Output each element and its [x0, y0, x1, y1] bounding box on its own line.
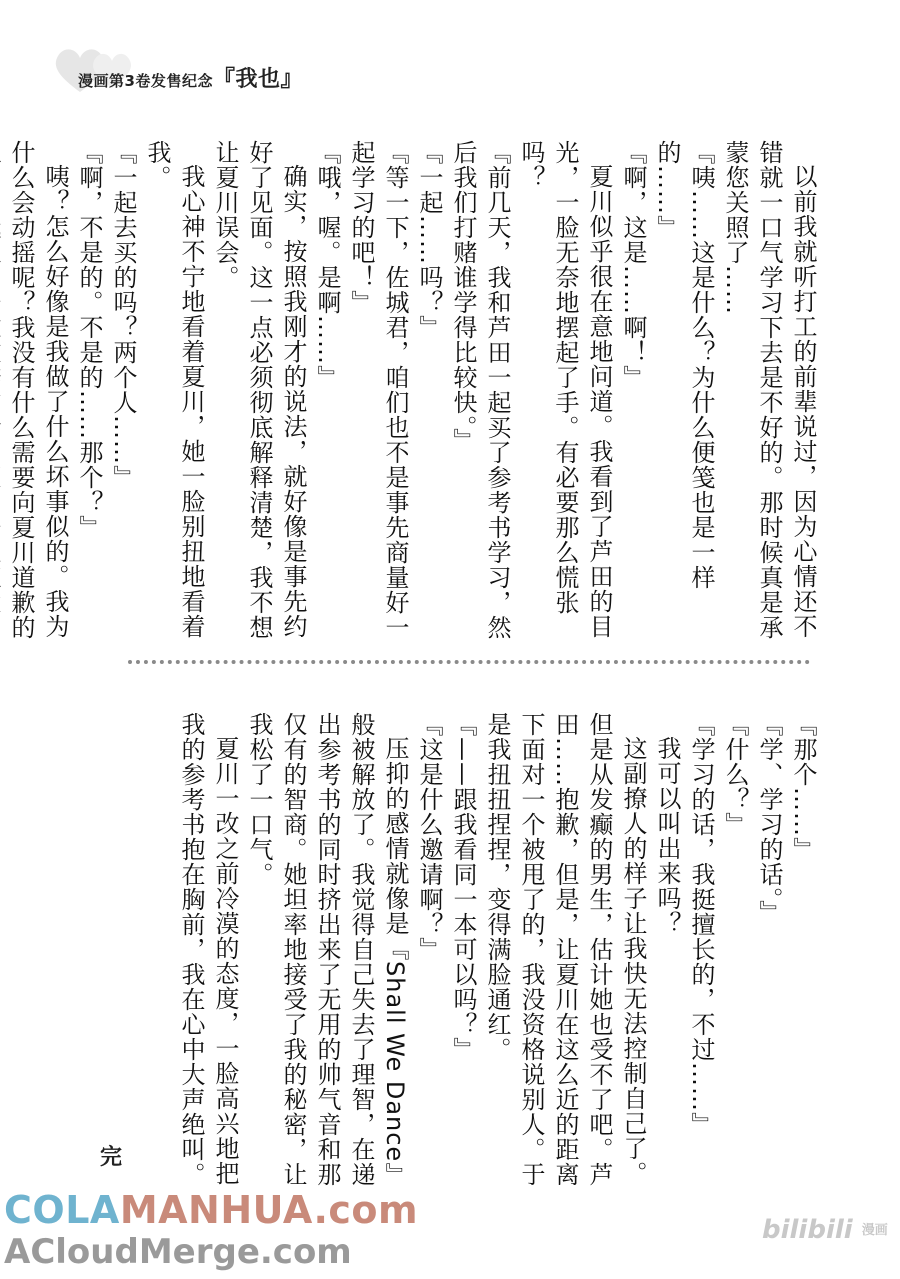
bottom-text-block: [174, 712, 820, 1202]
paragraph: 『一起去买的吗？两个人……』: [109, 140, 137, 490]
watermark-manhua: MANHUA.com: [119, 1188, 419, 1232]
paragraph: 『前几天，我和芦田一起买了参考书学习，然后我们打赌谁学得比较快。』: [449, 140, 511, 640]
paragraph: 这副撩人的样子让我快无法控制自己了。但是从发癫的男生，估计她也受不了吧。芦田……抱歉，但是，让夏川在这么近的距离下面对一个被甩了的，我没资格说别人。于是我扭扭捏捏，变得满脸通红。: [483, 712, 647, 1187]
watermark-colamanhua: [4, 1188, 418, 1232]
paragraph: 『啊，不是的。不是的……那个？』: [75, 140, 103, 540]
watermark-cola: COLA: [4, 1188, 120, 1232]
paragraph: 『什么？』: [721, 712, 749, 837]
bilibili-wordmark: bilibili: [762, 1215, 853, 1245]
paragraph: 『学、学习的话。』: [755, 712, 783, 925]
paragraph: 确实，按照我刚才的说法，就好像是事先约好了见面。这一点必须彻底解释清楚，我不想让夏川误会。: [211, 140, 307, 640]
paragraph: 『咦……这是什么？为什么便笺也是一样的……』: [653, 140, 715, 590]
paragraph: 压抑的感情就像是『Shall We Dance』般被解放了。我觉得自己失去了理智，在递出参考书的同时挤出来了无用的帅气音和那仅有的智商。她坦率地接受了我的秘密，让我松了一口气。: [245, 712, 409, 1188]
page-header: [50, 40, 450, 100]
section-divider: [128, 660, 810, 664]
bilibili-manga-label: 漫画: [861, 1222, 888, 1238]
header-title-prefix: 漫画第3卷发售纪念: [78, 72, 213, 90]
paragraph: 咦？怎么好像是我做了什么坏事似的。我为什么会动摇呢？我没有什么需要向夏川道歉的: [7, 140, 69, 640]
paragraph: 我可以叫出来吗？: [653, 736, 681, 936]
paragraph: 『这是什么邀请啊？』: [415, 712, 443, 962]
paragraph: 『一起……吗？』: [415, 140, 443, 340]
paragraph: 我心神不宁地看着夏川，她一脸别扭地看着我。: [143, 140, 205, 639]
paragraph: 『哦，喔。是啊……』: [313, 140, 341, 390]
paragraph: 夏川一改之前冷漠的态度，一脸高兴地把我的参考书抱在胸前，我在心中大声绝叫。: [177, 712, 239, 1187]
paragraph: 以前我就听打工的前辈说过，因为心情还不错就一口气学习下去是不好的。那时候真是承蒙您关照了……: [721, 140, 817, 640]
paragraph: 『啊，这是……啊！』: [619, 140, 647, 390]
paragraph: 『等一下，佐城君，咱们也不是事先商量好一起学习的吧！』: [347, 140, 409, 640]
header-title-main: 『我也』: [212, 67, 303, 92]
ending-mark: 完: [100, 1145, 123, 1170]
paragraph: 夏川似乎很在意地问道。我看到了芦田的目光，一脸无奈地摆起了手。有必要那么慌张吗？: [517, 140, 613, 639]
paragraph: 『学习的话，我挺擅长的，不过……』: [687, 712, 715, 1137]
bilibili-logo: [762, 1215, 888, 1245]
watermark-acloudmerge: ACloudMerge.com: [4, 1232, 352, 1272]
header-title: [78, 62, 303, 93]
paragraph: 『那个……』: [789, 712, 817, 862]
paragraph: 『——跟我看同一本可以吗？』: [449, 712, 477, 1062]
top-text-block: [0, 140, 820, 640]
